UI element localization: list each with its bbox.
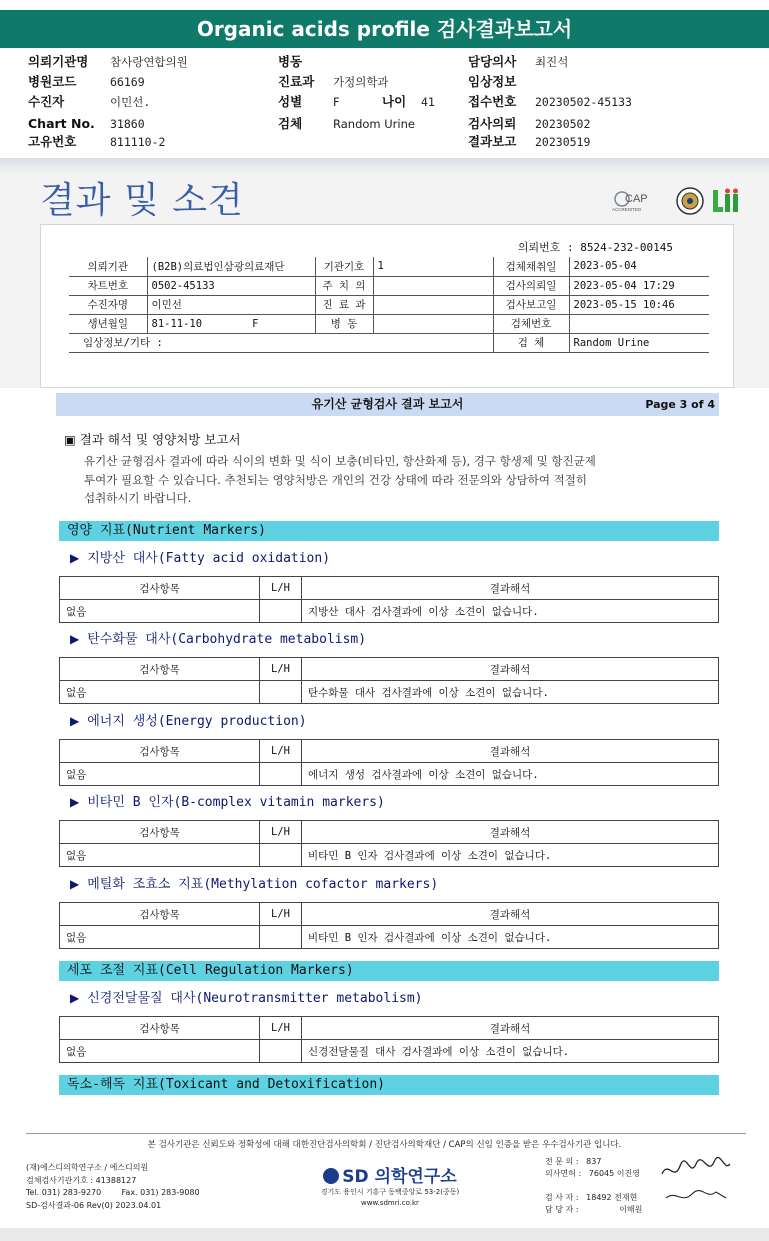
table-header-cell: 검사항목	[60, 903, 260, 926]
table-header-cell: L/H	[260, 903, 302, 926]
header-label: 성별	[278, 94, 303, 109]
footer-signer-line: 검 사 자 : 18492 전재현	[545, 1193, 638, 1202]
intro-paragraph	[84, 452, 694, 508]
sd-logo	[310, 1162, 470, 1187]
request-number: 의뢰번호 : 8524-232-00145	[517, 241, 673, 254]
report-strip-title: 유기산 균형검사 결과 보고서	[311, 397, 464, 411]
table-header-cell: 결과해석	[302, 740, 719, 763]
result-table	[59, 902, 719, 949]
footer-signer-line: 의사면허 : 76045 이진영	[545, 1169, 640, 1178]
table-header-row	[60, 1017, 719, 1040]
sd-logo-icon	[323, 1168, 339, 1184]
report-title: Organic acids profile 검사결과보고서	[196, 17, 573, 41]
patient-header	[0, 52, 769, 152]
triangle-bullet-icon: ▶	[70, 632, 80, 646]
info-label: 진 료 과	[315, 295, 373, 314]
table-header-cell: L/H	[260, 1017, 302, 1040]
intro-line: 유기산 균형검사 결과에 따라 식이의 변화 및 식이 보충(비타민, 항산화제 등), 경구 항생제 및 항진균제	[84, 454, 596, 468]
info-label: 기관기호	[315, 257, 373, 276]
lm-logo-text: LM	[612, 186, 614, 187]
cap-logo-text: CAP	[625, 193, 648, 205]
info-label: 검사의뢰일	[493, 276, 569, 295]
subsection-label: 에너지 생성(Energy production)	[87, 714, 307, 729]
table-cell	[260, 600, 302, 623]
info-value: 2023-05-04 17:29	[569, 276, 709, 295]
table-header-cell: 결과해석	[302, 658, 719, 681]
cap-logo-sub: ACCREDITED	[612, 207, 642, 212]
info-row	[69, 333, 709, 352]
header-value: 41	[421, 95, 435, 109]
info-label: 검 체	[493, 333, 569, 352]
table-cell: 비타민 B 인자 검사결과에 이상 소견이 없습니다.	[302, 844, 719, 867]
header-label: 고유번호	[28, 134, 77, 149]
birth-date: 81-11-10	[151, 317, 203, 330]
footer-signer-line: 전 문 의 : 837	[545, 1157, 602, 1166]
page-bottom-edge	[0, 1228, 769, 1241]
header-value: 최진석	[535, 55, 569, 69]
footer-left-line: 검체검사기관기호 : 41388127	[26, 1175, 137, 1185]
info-value	[373, 276, 493, 295]
table-row	[60, 844, 719, 867]
header-value: Random Urine	[333, 117, 415, 131]
info-row	[69, 257, 709, 276]
header-value: 참사랑연합의원	[110, 55, 188, 69]
intro-heading: ▣ 결과 해석 및 영양처방 보고서	[64, 432, 241, 447]
subsection-title	[70, 710, 307, 729]
society-seal-icon	[677, 188, 703, 214]
table-row	[60, 926, 719, 949]
info-label: 임상정보/기타 :	[69, 333, 493, 352]
header-value: 811110-2	[110, 135, 166, 149]
footer-signer-line: 담 당 자 : 이해원	[545, 1205, 643, 1214]
info-label: 검사보고일	[493, 295, 569, 314]
header-row	[0, 72, 769, 92]
table-header-cell: 검사항목	[60, 821, 260, 844]
header-row	[0, 132, 769, 152]
header-label: 나이	[382, 94, 407, 109]
info-label: 수진자명	[69, 295, 147, 314]
info-value	[147, 314, 315, 333]
subsection-title	[70, 547, 330, 566]
table-cell: 없음	[60, 844, 260, 867]
table-cell	[260, 681, 302, 704]
table-cell: 없음	[60, 600, 260, 623]
result-table	[59, 739, 719, 786]
info-row	[69, 314, 709, 333]
accreditation-logos	[612, 186, 742, 216]
table-cell	[260, 926, 302, 949]
info-label: 검체채취일	[493, 257, 569, 276]
table-cell	[260, 763, 302, 786]
table-header-row	[60, 740, 719, 763]
footer-address: 경기도 용인시 기흥구 동백중앙로 53-2(중동)	[320, 1188, 460, 1196]
header-label: 결과보고	[468, 134, 517, 149]
subsection-title	[70, 791, 385, 810]
section-toxicant-detox: 독소-해독 지표(Toxicant and Detoxification)	[59, 1075, 719, 1095]
header-value: 이민선.	[110, 95, 151, 109]
header-row	[0, 114, 769, 134]
triangle-bullet-icon: ▶	[70, 714, 80, 728]
header-label: 의뢰기관명	[28, 54, 89, 69]
header-label: 임상정보	[468, 74, 517, 89]
info-value: (B2B)의료법인삼광의료재단	[147, 257, 315, 276]
cap-logo	[612, 192, 648, 212]
table-cell: 탄수화물 대사 검사결과에 이상 소견이 없습니다.	[302, 681, 719, 704]
header-label: 진료과	[278, 74, 315, 89]
footer-left-line: SD-검사결과-06 Rev(0) 2023.04.01	[26, 1200, 162, 1210]
header-label: 병동	[278, 54, 303, 69]
table-header-row	[60, 903, 719, 926]
header-value: F	[333, 95, 340, 109]
header-value: 66169	[110, 75, 145, 89]
sex-value: F	[252, 317, 259, 330]
subsection-label: 탄수화물 대사(Carbohydrate metabolism)	[87, 632, 367, 647]
table-header-cell: 결과해석	[302, 903, 719, 926]
subsection-title	[70, 628, 366, 647]
info-row	[69, 276, 709, 295]
triangle-bullet-icon: ▶	[70, 877, 80, 891]
header-value: 20230502-45133	[535, 95, 632, 109]
info-label: 주 치 의	[315, 276, 373, 295]
request-info-table	[69, 257, 709, 353]
table-cell: 없음	[60, 926, 260, 949]
info-value	[569, 314, 709, 333]
table-header-cell: 검사항목	[60, 740, 260, 763]
info-label: 병 동	[315, 314, 373, 333]
table-header-cell: 결과해석	[302, 1017, 719, 1040]
header-label: 검사의뢰	[468, 116, 517, 131]
info-value: Random Urine	[569, 333, 709, 352]
table-header-cell: L/H	[260, 577, 302, 600]
table-cell: 지방산 대사 검사결과에 이상 소견이 없습니다.	[302, 600, 719, 623]
subsection-label: 메틸화 조효소 지표(Methylation cofactor markers)	[87, 877, 439, 892]
info-value: 2023-05-04	[569, 257, 709, 276]
header-label: 접수번호	[468, 94, 517, 109]
intro-line: 섭취하시기 바랍니다.	[84, 491, 192, 505]
table-header-cell: 결과해석	[302, 821, 719, 844]
subsection-title	[70, 987, 423, 1006]
table-row	[60, 763, 719, 786]
header-label: 수진자	[28, 94, 65, 109]
table-cell: 없음	[60, 681, 260, 704]
table-header-cell: 결과해석	[302, 577, 719, 600]
footer-website: www.sdmri.co.kr	[361, 1199, 419, 1207]
table-header-cell: 검사항목	[60, 577, 260, 600]
table-header-cell: L/H	[260, 821, 302, 844]
header-label: 병원코드	[28, 74, 77, 89]
report-strip	[56, 393, 719, 416]
footer-signers	[545, 1156, 642, 1216]
sd-logo-text: SD 의학연구소	[342, 1167, 457, 1187]
info-value: 1	[373, 257, 493, 276]
info-value: 0502-45133	[147, 276, 315, 295]
result-heading: 결과 및 소견	[40, 180, 244, 221]
info-value: 이민선	[147, 295, 315, 314]
table-header-row	[60, 821, 719, 844]
subsection-label: 지방산 대사(Fatty acid oxidation)	[87, 551, 331, 566]
info-label: 의뢰기관	[69, 257, 147, 276]
footer-divider	[26, 1133, 746, 1134]
table-row	[60, 600, 719, 623]
footer-institution-info	[26, 1162, 200, 1212]
section-nutrient-markers: 영양 지표(Nutrient Markers)	[59, 521, 719, 541]
info-value	[373, 295, 493, 314]
result-table	[59, 820, 719, 867]
footer-left-line: (재)에스디의학연구소 / 에스디의원	[26, 1163, 149, 1172]
header-label: 검체	[278, 116, 303, 131]
subsection-title	[70, 873, 438, 892]
info-value: 2023-05-15 10:46	[569, 295, 709, 314]
table-cell	[260, 1040, 302, 1063]
subsection-label: 비타민 B 인자(B-complex vitamin markers)	[87, 795, 385, 810]
subsection-label: 신경전달물질 대사(Neurotransmitter metabolism)	[87, 991, 423, 1006]
table-cell: 에너지 생성 검사결과에 이상 소견이 없습니다.	[302, 763, 719, 786]
result-table	[59, 1016, 719, 1063]
info-value	[373, 314, 493, 333]
intro-line: 투여가 필요할 수 있습니다. 추천되는 영양처방은 개인의 건강 상태에 따라 전문의와 상담하여 적절히	[84, 472, 587, 487]
info-label: 생년월일	[69, 314, 147, 333]
info-row	[69, 295, 709, 314]
table-header-cell: 검사항목	[60, 1017, 260, 1040]
page-indicator: Page 3 of 4	[645, 398, 715, 411]
table-row	[60, 1040, 719, 1063]
result-table	[59, 576, 719, 623]
header-label: 담당의사	[468, 54, 517, 69]
header-value: 31860	[110, 117, 145, 131]
header-row	[0, 92, 769, 112]
table-header-cell: 검사항목	[60, 658, 260, 681]
table-header-row	[60, 658, 719, 681]
header-value: 20230502	[535, 117, 591, 131]
table-row	[60, 681, 719, 704]
report-title-bar	[0, 10, 769, 48]
signature-image	[656, 1152, 736, 1212]
header-value: 20230519	[535, 135, 591, 149]
table-cell: 신경전달물질 대사 검사결과에 이상 소견이 없습니다.	[302, 1040, 719, 1063]
table-cell: 없음	[60, 1040, 260, 1063]
request-number-value: 8524-232-00145	[580, 241, 673, 254]
header-label: Chart No.	[28, 116, 95, 131]
section-cell-regulation: 세포 조절 지표(Cell Regulation Markers)	[59, 961, 719, 981]
table-header-row	[60, 577, 719, 600]
info-label: 차트번호	[69, 276, 147, 295]
result-table	[59, 657, 719, 704]
table-cell: 비타민 B 인자 검사결과에 이상 소견이 없습니다.	[302, 926, 719, 949]
table-cell: 없음	[60, 763, 260, 786]
info-label: 검체번호	[493, 314, 569, 333]
header-value: 가정의학과	[333, 75, 389, 89]
header-row	[0, 52, 769, 72]
footer-logo-block	[310, 1162, 470, 1209]
triangle-bullet-icon: ▶	[70, 795, 80, 809]
request-number-label: 의뢰번호	[517, 241, 561, 254]
request-info-card	[40, 224, 734, 388]
table-cell	[260, 844, 302, 867]
table-header-cell: L/H	[260, 658, 302, 681]
table-header-cell: L/H	[260, 740, 302, 763]
triangle-bullet-icon: ▶	[70, 551, 80, 565]
footer-certification: 본 검사기관은 신뢰도와 정확성에 대해 대한진단검사의학회 / 진단검사의학재단 / CAP의 신임 인증을 받은 우수검사기관 입니다.	[147, 1140, 622, 1150]
triangle-bullet-icon: ▶	[70, 991, 80, 1005]
footer-left-line: Tel. 031) 283-9270 Fax. 031) 283-9080	[26, 1188, 200, 1197]
